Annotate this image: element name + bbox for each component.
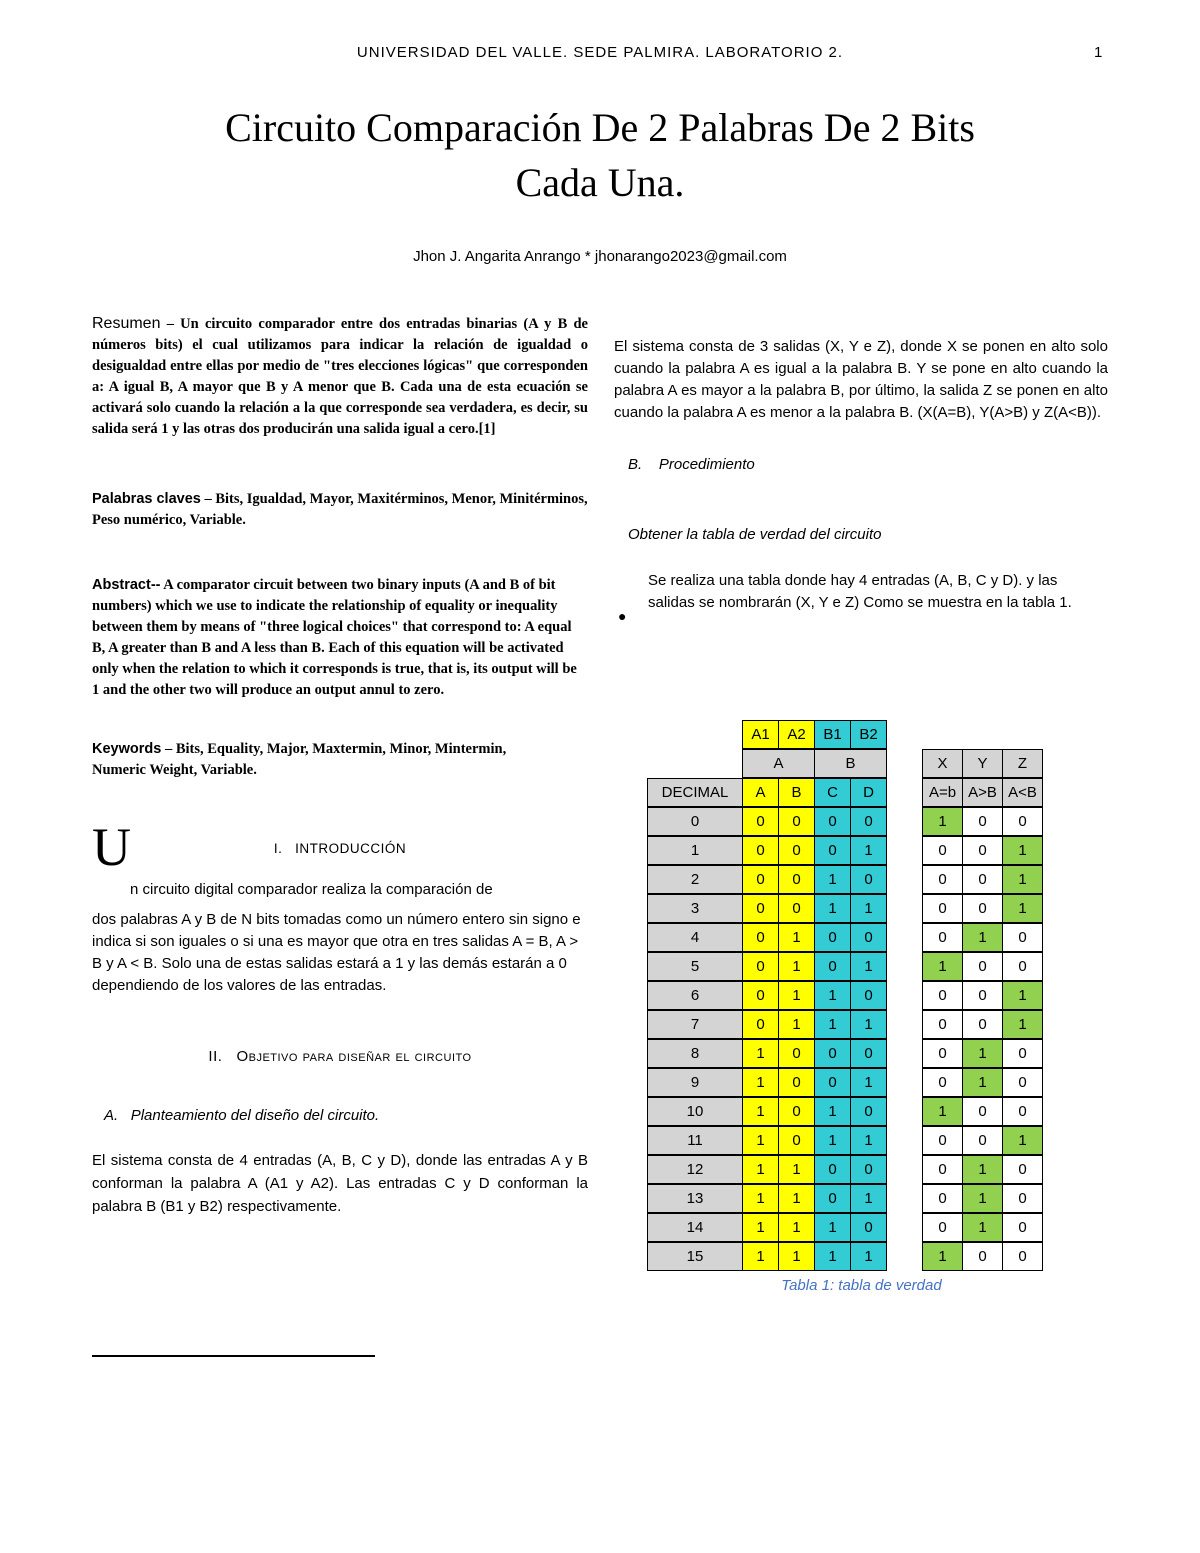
- bit-header: A1: [742, 720, 779, 749]
- input-cell: 0: [850, 981, 887, 1010]
- input-cell: 1: [778, 1242, 815, 1271]
- output-cell: 1: [1002, 865, 1043, 894]
- output-cell: 0: [922, 923, 963, 952]
- input-cell: 0: [778, 836, 815, 865]
- left-column: [92, 313, 588, 1218]
- input-cell: 0: [814, 952, 851, 981]
- output-cell: 1: [962, 1184, 1003, 1213]
- input-cell: 1: [778, 1010, 815, 1039]
- output-cell: 0: [962, 836, 1003, 865]
- input-cell: 0: [742, 865, 779, 894]
- output-cell: 0: [962, 981, 1003, 1010]
- input-cell: 1: [850, 836, 887, 865]
- output-cell: 0: [962, 807, 1003, 836]
- bullet-text: Se realiza una tabla donde hay 4 entradas (A, B, C y D). y las salidas se nombrarán (X, Y e Z) Como se muestra en la tabla 1.: [648, 572, 1072, 611]
- drop-cap: U: [92, 817, 131, 877]
- output-cell: 0: [962, 1126, 1003, 1155]
- input-cell: 0: [814, 807, 851, 836]
- decimal-cell: 11: [647, 1126, 743, 1155]
- section1-number: I.: [273, 841, 283, 856]
- input-cell: 1: [814, 865, 851, 894]
- output-cell: 0: [922, 1155, 963, 1184]
- output-cell: 0: [1002, 1213, 1043, 1242]
- output-col-header: A>B: [962, 778, 1003, 807]
- keywords-label: Keywords: [92, 741, 162, 757]
- input-cell: 0: [778, 1126, 815, 1155]
- word-header: B: [814, 749, 887, 778]
- output-cell: 0: [922, 836, 963, 865]
- input-cell: 0: [850, 923, 887, 952]
- decimal-cell: 13: [647, 1184, 743, 1213]
- section1-title: INTRODUCCIÓN: [295, 841, 407, 856]
- resumen-label: Resumen: [92, 315, 161, 332]
- input-cell: 1: [778, 1184, 815, 1213]
- decimal-cell: 5: [647, 952, 743, 981]
- input-cell: 1: [814, 894, 851, 923]
- bit-header: B2: [850, 720, 887, 749]
- input-cell: 1: [814, 1242, 851, 1271]
- section2-title: Objetivo para diseñar el circuito: [236, 1048, 472, 1065]
- section2-heading: [92, 1048, 588, 1065]
- output-cell: 1: [922, 1097, 963, 1126]
- output-cell: 0: [1002, 1068, 1043, 1097]
- input-cell: 1: [778, 952, 815, 981]
- input-cell: 0: [850, 1155, 887, 1184]
- output-cell: 0: [1002, 923, 1043, 952]
- input-cell: 1: [742, 1213, 779, 1242]
- section1-heading-block: [92, 817, 588, 898]
- output-cell: 1: [1002, 836, 1043, 865]
- input-cell: 1: [742, 1068, 779, 1097]
- input-cell: 0: [778, 865, 815, 894]
- output-col-header: A=b: [922, 778, 963, 807]
- footnote-rule: [92, 1355, 375, 1357]
- input-cell: 0: [778, 1068, 815, 1097]
- paper-title: [100, 100, 1100, 210]
- output-cell: 1: [962, 1213, 1003, 1242]
- outputs-paragraph: El sistema consta de 3 salidas (X, Y e Z), donde X se ponen en alto solo cuando la palabra A es igual a la palabra B. Y se pone en alto cuando la palabra A es mayor a la palabra B, por último, la salida Z se ponen en alto cuando la palabra A es menor a la palabra B. (X(A=B), Y(A>B) y Z(A<B)).: [614, 338, 1108, 421]
- subsection-a-body: El sistema consta de 4 entradas (A, B, C y D), donde las entradas A y B conforman la palabra A (A1 y A2). Las entradas C y D conforman la palabra B (B1 y B2) respectivamente.: [92, 1152, 588, 1215]
- title-line-1: Circuito Comparación De 2 Palabras De 2 Bits: [225, 105, 975, 150]
- decimal-cell: 0: [647, 807, 743, 836]
- output-col-header: A<B: [1002, 778, 1043, 807]
- output-cell: 1: [1002, 981, 1043, 1010]
- input-cell: 0: [814, 923, 851, 952]
- resumen-text: – Un circuito comparador entre dos entradas binarias (A y B de números bits) el cual utilizamos para indicar la relación de igualdad o desigualdad entre ellas por medio de "tres elecciones lógicas" que corresponden a: A igual B, A mayor que B y A menor que B. Cada una de esta ecuación se activará solo cuando la relación a la que corresponde sea verdadera, es decir, su salida será 1 y las otras dos producirán una salida igual a cero.[1]: [92, 316, 588, 437]
- input-cell: 0: [850, 865, 887, 894]
- input-cell: 1: [742, 1097, 779, 1126]
- input-cell: 1: [742, 1155, 779, 1184]
- subsection-a-heading: [104, 1105, 588, 1127]
- output-cell: 0: [1002, 1097, 1043, 1126]
- input-cell: 1: [814, 1010, 851, 1039]
- input-cell: 0: [742, 952, 779, 981]
- input-cell: 0: [850, 1213, 887, 1242]
- output-cell: 0: [922, 865, 963, 894]
- input-cell: 1: [778, 981, 815, 1010]
- word-header: A: [742, 749, 815, 778]
- bit-header: A2: [778, 720, 815, 749]
- subsection-a-title: Planteamiento del diseño del circuito.: [130, 1107, 380, 1124]
- author-line: Jhon J. Angarita Anrango * jhonarango2023@gmail.com: [413, 248, 787, 265]
- palabras-claves-label: Palabras claves: [92, 491, 201, 507]
- input-cell: 0: [814, 1039, 851, 1068]
- input-header: C: [814, 778, 851, 807]
- output-cell: 0: [1002, 807, 1043, 836]
- input-cell: 0: [814, 836, 851, 865]
- decimal-cell: 7: [647, 1010, 743, 1039]
- decimal-cell: 8: [647, 1039, 743, 1068]
- output-cell: 1: [1002, 894, 1043, 923]
- output-cell: 0: [962, 1010, 1003, 1039]
- output-cell: 0: [922, 1213, 963, 1242]
- input-cell: 1: [850, 1184, 887, 1213]
- decimal-cell: 12: [647, 1155, 743, 1184]
- input-cell: 0: [814, 1068, 851, 1097]
- decimal-cell: 9: [647, 1068, 743, 1097]
- input-cell: 0: [850, 1097, 887, 1126]
- output-cell: 0: [1002, 1242, 1043, 1271]
- output-cell: 1: [962, 1039, 1003, 1068]
- decimal-cell: 15: [647, 1242, 743, 1271]
- decimal-cell: 6: [647, 981, 743, 1010]
- output-cell: 1: [922, 952, 963, 981]
- section1-body: dos palabras A y B de N bits tomadas como un número entero sin signo e indica si son iguales o si una es mayor que otra en tres salidas A = B, A > B y A < B. Solo una de estas salidas estará a 1 y las demás estarán a 0 dependiendo de los valores de las entradas.: [92, 911, 581, 994]
- input-cell: 1: [742, 1039, 779, 1068]
- input-cell: 1: [850, 1068, 887, 1097]
- input-cell: 0: [850, 1039, 887, 1068]
- procedure-subheading: Obtener la tabla de verdad del circuito: [628, 526, 882, 543]
- input-cell: 1: [814, 1126, 851, 1155]
- input-cell: 1: [814, 1097, 851, 1126]
- input-cell: 0: [742, 807, 779, 836]
- input-cell: 0: [850, 807, 887, 836]
- input-cell: 1: [814, 981, 851, 1010]
- output-cell: 1: [1002, 1126, 1043, 1155]
- decimal-cell: 2: [647, 865, 743, 894]
- output-cell: 1: [1002, 1010, 1043, 1039]
- input-cell: 1: [814, 1213, 851, 1242]
- output-cell: 0: [1002, 1184, 1043, 1213]
- running-header: UNIVERSIDAD DEL VALLE. SEDE PALMIRA. LABORATORIO 2.: [356, 44, 844, 61]
- output-cell: 1: [962, 1068, 1003, 1097]
- output-cell: 0: [1002, 952, 1043, 981]
- input-cell: 0: [778, 1039, 815, 1068]
- keywords-paragraph: [92, 739, 512, 781]
- input-cell: 0: [742, 923, 779, 952]
- output-cell: 0: [922, 894, 963, 923]
- bit-header: B1: [814, 720, 851, 749]
- output-cell: 0: [962, 952, 1003, 981]
- output-cell: 0: [922, 981, 963, 1010]
- section2-number: II.: [208, 1048, 223, 1065]
- right-column: [614, 336, 1108, 614]
- subsection-a-letter: A.: [104, 1107, 119, 1124]
- output-cell: 0: [962, 894, 1003, 923]
- input-cell: 1: [742, 1242, 779, 1271]
- section1-first-line: n circuito digital comparador realiza la comparación de: [130, 881, 493, 898]
- subsection-b-title: Procedimiento: [658, 456, 755, 473]
- output-header: Z: [1002, 749, 1043, 778]
- input-cell: 0: [814, 1155, 851, 1184]
- input-cell: 1: [850, 952, 887, 981]
- output-cell: 0: [1002, 1039, 1043, 1068]
- decimal-cell: 3: [647, 894, 743, 923]
- output-cell: 0: [962, 865, 1003, 894]
- decimal-cell: 14: [647, 1213, 743, 1242]
- input-cell: 1: [742, 1126, 779, 1155]
- palabras-claves-paragraph: [92, 489, 588, 531]
- title-line-2: Cada Una.: [515, 160, 685, 205]
- input-cell: 1: [850, 1010, 887, 1039]
- input-header: A: [742, 778, 779, 807]
- keywords-text: – Bits, Equality, Major, Maxtermin, Minor, Mintermin, Numeric Weight, Variable.: [92, 741, 507, 778]
- output-cell: 0: [922, 1010, 963, 1039]
- output-cell: 0: [962, 1242, 1003, 1271]
- output-cell: 0: [1002, 1155, 1043, 1184]
- input-cell: 1: [778, 923, 815, 952]
- input-cell: 0: [742, 981, 779, 1010]
- input-cell: 0: [778, 807, 815, 836]
- input-header: D: [850, 778, 887, 807]
- input-cell: 1: [850, 1242, 887, 1271]
- palabras-claves-text: – Bits, Igualdad, Mayor, Maxitérminos, Menor, Minitérminos, Peso numérico, Variable.: [92, 491, 588, 528]
- input-cell: 1: [778, 1155, 815, 1184]
- table-caption: Tabla 1: tabla de verdad: [781, 1277, 942, 1294]
- output-header: Y: [962, 749, 1003, 778]
- output-cell: 0: [922, 1068, 963, 1097]
- input-cell: 1: [778, 1213, 815, 1242]
- input-cell: 0: [814, 1184, 851, 1213]
- input-cell: 0: [778, 894, 815, 923]
- input-header: B: [778, 778, 815, 807]
- decimal-header: DECIMAL: [647, 778, 743, 807]
- input-cell: 0: [778, 1097, 815, 1126]
- page-number: 1: [1094, 44, 1103, 61]
- decimal-cell: 1: [647, 836, 743, 865]
- output-cell: 1: [922, 1242, 963, 1271]
- abstract-label: Abstract--: [92, 577, 161, 593]
- abstract-paragraph: [92, 575, 578, 701]
- output-cell: 0: [962, 1097, 1003, 1126]
- input-cell: 1: [850, 894, 887, 923]
- output-header: X: [922, 749, 963, 778]
- input-cell: 0: [742, 836, 779, 865]
- output-cell: 1: [962, 923, 1003, 952]
- input-cell: 0: [742, 1010, 779, 1039]
- resumen-paragraph: [92, 313, 588, 440]
- output-cell: 0: [922, 1126, 963, 1155]
- bullet-icon: ●: [618, 608, 627, 624]
- decimal-cell: 4: [647, 923, 743, 952]
- input-cell: 0: [742, 894, 779, 923]
- abstract-text: A comparator circuit between two binary inputs (A and B of bit numbers) which we use to indicate the relationship of equality or inequality between them by means of "three logical choices" that correspond to: A equal B, A greater than B and A less than B. Each of this equation will be activated only when the relation to which it corresponds is true, that is, its output will be 1 and the other two will produce an output annul to zero.: [92, 577, 577, 698]
- output-cell: 0: [922, 1039, 963, 1068]
- output-cell: 0: [922, 1184, 963, 1213]
- subsection-b-heading: [628, 454, 1108, 476]
- subsection-b-letter: B.: [628, 456, 643, 473]
- input-cell: 1: [850, 1126, 887, 1155]
- input-cell: 1: [742, 1184, 779, 1213]
- decimal-cell: 10: [647, 1097, 743, 1126]
- section1-heading: [92, 841, 588, 856]
- output-cell: 1: [922, 807, 963, 836]
- output-cell: 1: [962, 1155, 1003, 1184]
